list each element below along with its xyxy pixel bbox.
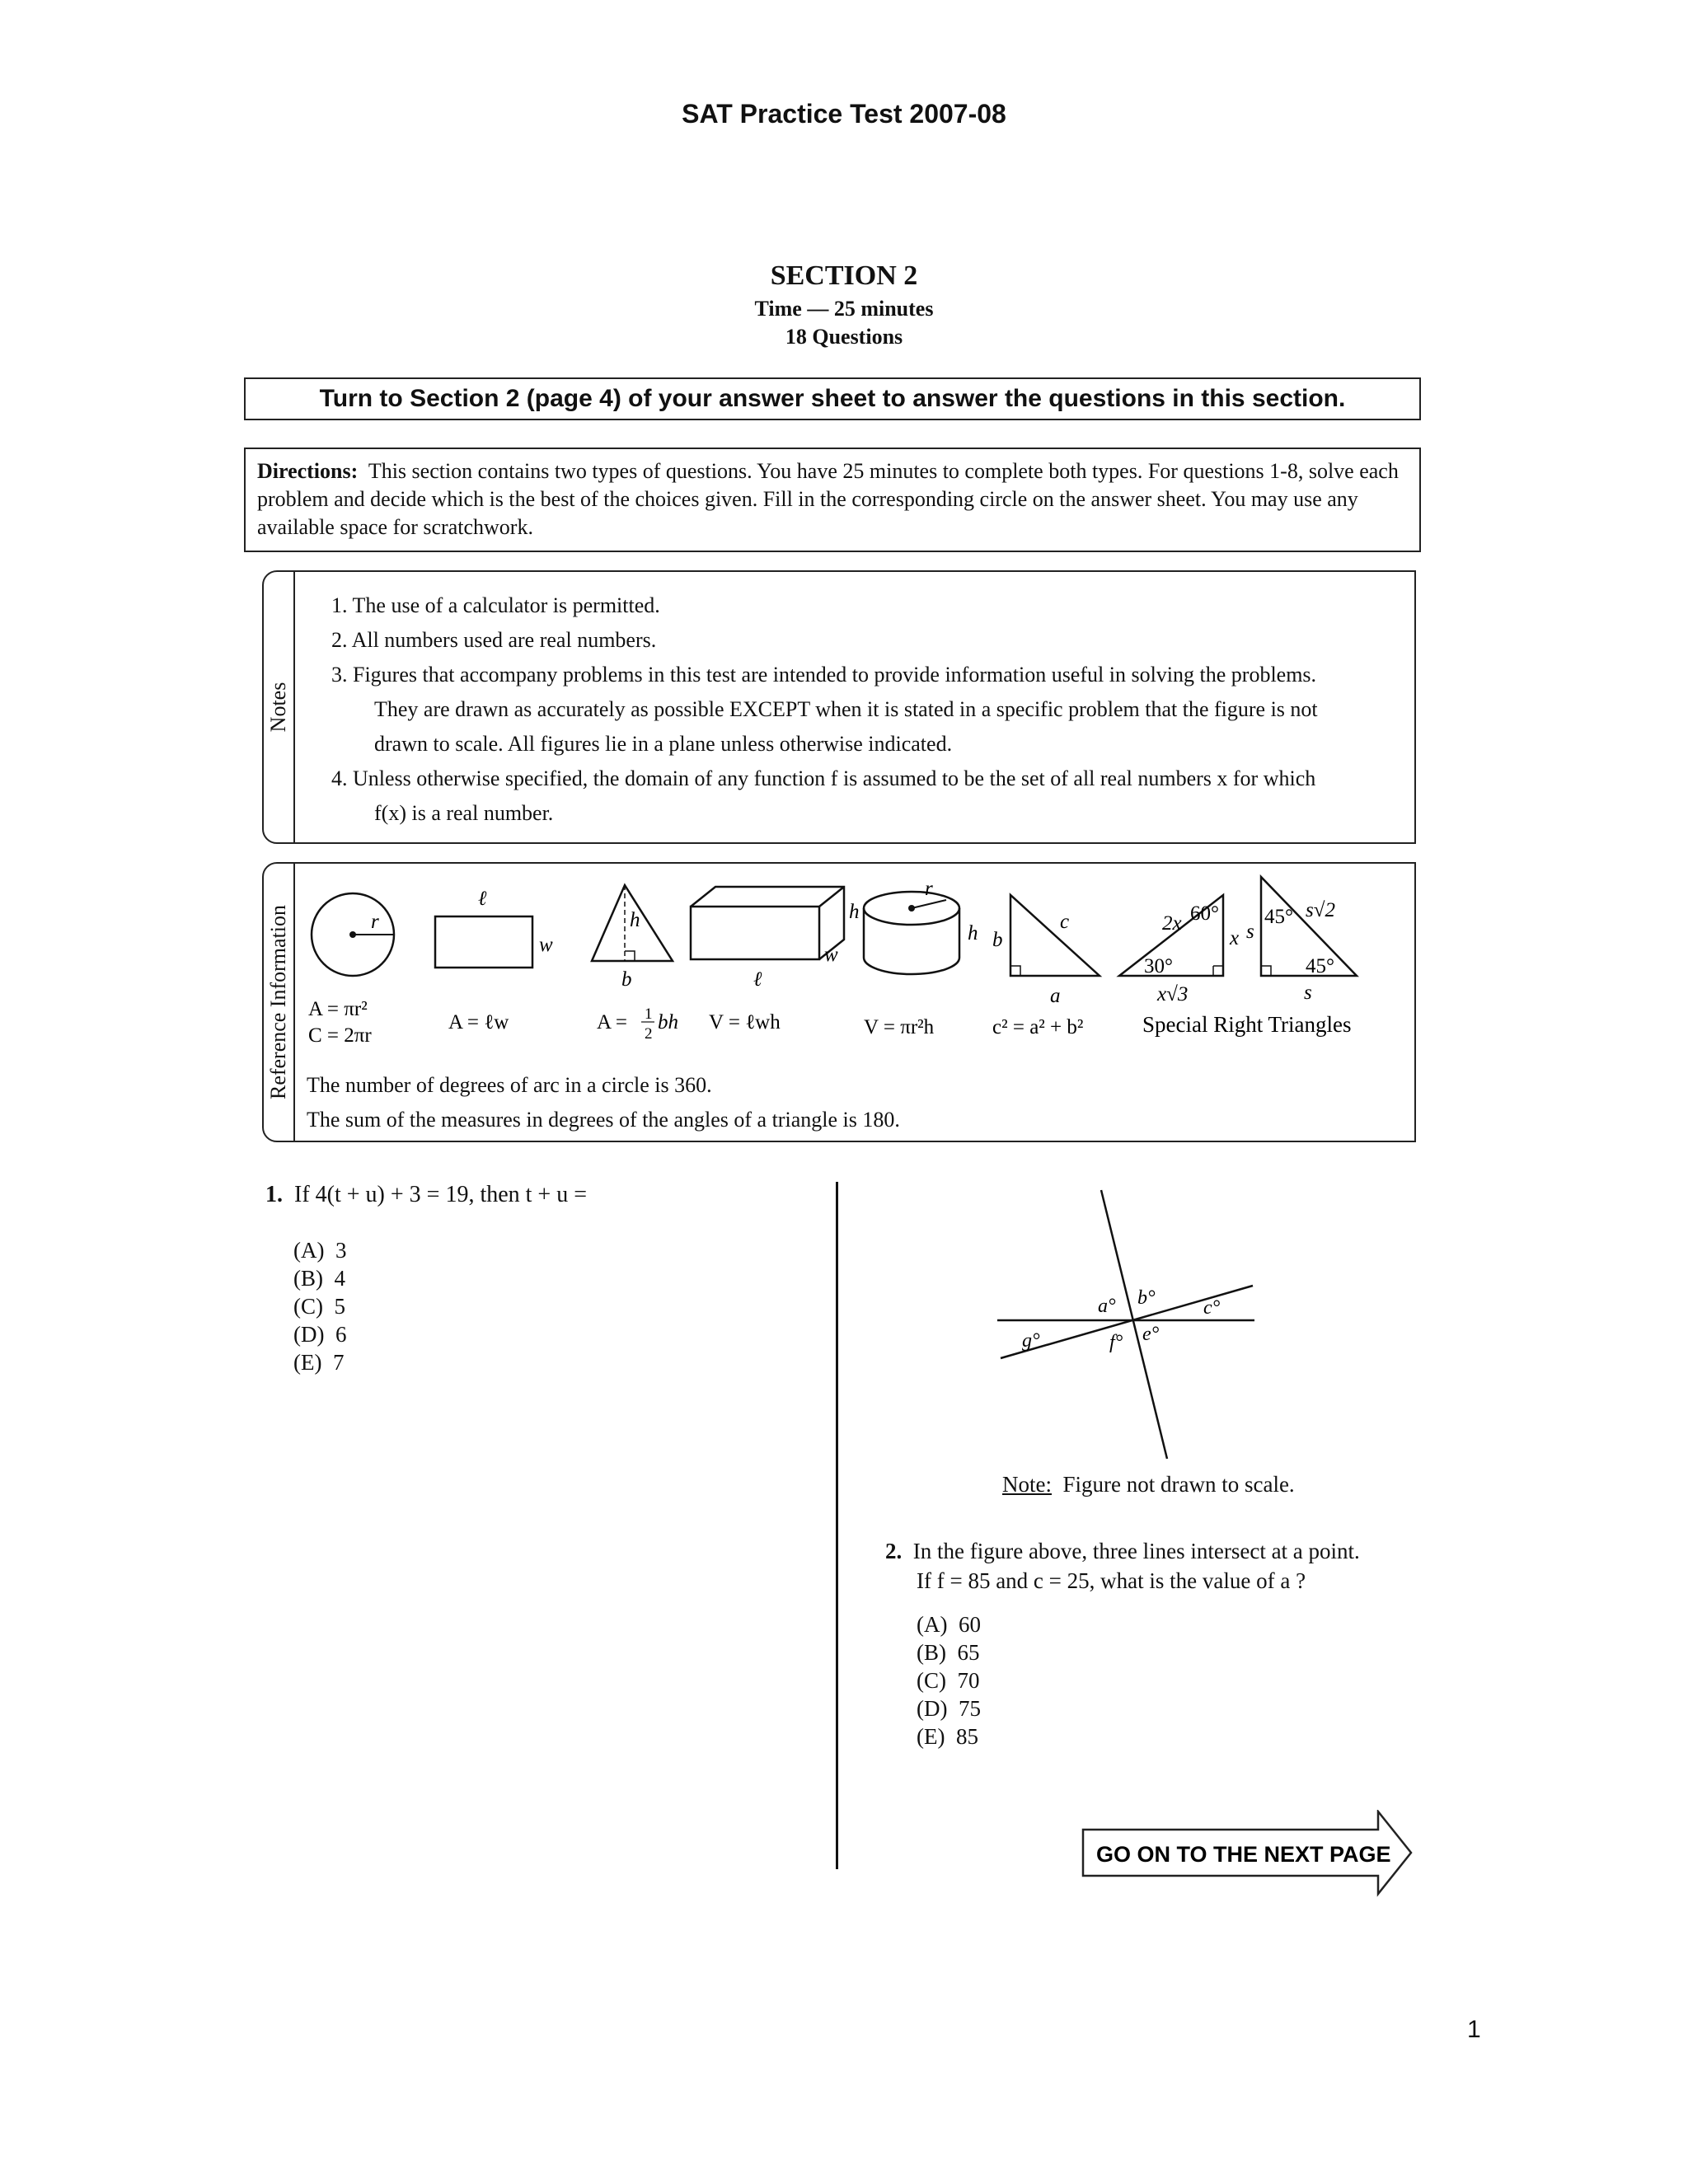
- question-number: 2.: [885, 1539, 903, 1563]
- box-figure: [691, 887, 860, 1033]
- intersecting-lines-figure: [989, 1182, 1269, 1462]
- angle-a-label: a°: [1098, 1296, 1116, 1317]
- triangle-formula-den: 2: [645, 1025, 653, 1043]
- answer-choice[interactable]: (C) 5: [293, 1294, 345, 1319]
- answer-choice[interactable]: (B) 65: [917, 1640, 980, 1665]
- special-t1-side: x: [1230, 927, 1240, 949]
- right-triangle-figure: [992, 895, 1100, 1038]
- note-item: 1. The use of a calculator is permitted.: [331, 593, 660, 617]
- triangle-base-label: b: [621, 968, 632, 991]
- notes-label: Notes: [266, 682, 290, 733]
- triangle-formula-num: 1: [645, 1005, 653, 1023]
- reference-side-strip: [264, 864, 295, 1141]
- note-text: Figure not drawn to scale.: [1062, 1472, 1295, 1497]
- answer-sheet-instruction: Turn to Section 2 (page 4) of your answer sheet to answer the questions in this section.: [244, 377, 1421, 420]
- page-header: SAT Practice Test 2007-08: [682, 99, 1006, 129]
- box-width-label: w: [824, 944, 838, 966]
- circle-figure: [308, 893, 394, 1047]
- right-triangle-b-label: b: [992, 929, 1003, 951]
- cylinder-volume-formula: V = πr²h: [864, 1016, 935, 1038]
- figure-note: [1002, 1472, 1295, 1497]
- triangle-formula-prefix: A =: [597, 1011, 628, 1033]
- right-triangle-a-label: a: [1050, 985, 1061, 1007]
- go-on-next-page-text: GO ON TO THE NEXT PAGE: [1096, 1842, 1391, 1867]
- triangle-formula-suffix: bh: [658, 1011, 678, 1033]
- special-t2-top-angle: 45°: [1264, 906, 1293, 928]
- rectangle-figure: [435, 888, 553, 1033]
- note-label: Note:: [1002, 1472, 1052, 1497]
- angle-c-label: c°: [1203, 1297, 1221, 1319]
- pythagorean-formula: c² = a² + b²: [992, 1016, 1084, 1038]
- special-triangle-45-45-90: [1142, 877, 1357, 1037]
- fact-triangle-angles: The sum of the measures in degrees of the angles of a triangle is 180.: [307, 1108, 900, 1132]
- special-triangles-caption: Special Right Triangles: [1142, 1012, 1352, 1037]
- question-text: If 4(t + u) + 3 = 19, then t + u =: [294, 1182, 588, 1207]
- special-t1-top-angle: 60°: [1190, 902, 1219, 925]
- answer-choice[interactable]: (D) 75: [917, 1696, 981, 1721]
- box-volume-formula: V = ℓwh: [709, 1011, 781, 1033]
- right-triangle-c-label: c: [1060, 911, 1070, 933]
- angle-g-label: g°: [1022, 1330, 1040, 1352]
- reference-label: Reference Information: [266, 904, 290, 1100]
- special-t2-side: s: [1246, 921, 1254, 943]
- reference-figures: [295, 864, 1416, 1070]
- note-item: drawn to scale. All figures lie in a plane unless otherwise indicated.: [374, 732, 953, 756]
- page-number: 1: [1467, 2016, 1481, 2043]
- rectangle-width-label: w: [539, 934, 553, 956]
- section-title: SECTION 2: [770, 260, 918, 291]
- go-on-next-page-arrow: [1081, 1810, 1414, 1897]
- answer-choice[interactable]: (D) 6: [293, 1322, 347, 1347]
- special-t2-bottom-angle: 45°: [1306, 955, 1334, 977]
- section-time: Time — 25 minutes: [754, 297, 934, 321]
- notes-list: [331, 588, 1381, 831]
- question-2-choices: [917, 1610, 981, 1750]
- special-triangle-30-60-90: [1119, 895, 1239, 1005]
- question-1: [265, 1182, 587, 1208]
- fact-arc-degrees: The number of degrees of arc in a circle is 360.: [307, 1073, 712, 1097]
- rectangle-length-label: ℓ: [478, 888, 487, 910]
- note-item: 3. Figures that accompany problems in this test are intended to provide information useful in solving the problems.: [331, 663, 1317, 687]
- answer-choice[interactable]: (B) 4: [293, 1266, 345, 1291]
- cylinder-radius-label: r: [925, 878, 933, 900]
- notes-box: [262, 570, 1416, 844]
- answer-choice[interactable]: (A) 3: [293, 1238, 347, 1263]
- notes-side-strip: [264, 572, 295, 842]
- column-divider: [836, 1182, 838, 1869]
- cylinder-height-label: h: [968, 922, 978, 944]
- answer-choice[interactable]: (C) 70: [917, 1668, 980, 1693]
- angle-b-label: b°: [1137, 1287, 1156, 1309]
- special-t1-base: x√3: [1157, 983, 1189, 1005]
- triangle-height-label: h: [630, 909, 640, 931]
- answer-choice[interactable]: (E) 7: [293, 1350, 345, 1375]
- question-text-line-2: If f = 85 and c = 25, what is the value of a ?: [917, 1568, 1306, 1593]
- box-length-label: ℓ: [753, 968, 762, 991]
- special-t1-hyp: 2x: [1162, 912, 1182, 935]
- rectangle-area-formula: A = ℓw: [448, 1011, 509, 1033]
- special-t1-bottom-angle: 30°: [1144, 955, 1173, 977]
- triangle-figure: [592, 885, 678, 1043]
- question-1-choices: [293, 1236, 346, 1376]
- special-t2-base: s: [1304, 982, 1312, 1004]
- note-item: They are drawn as accurately as possible EXCEPT when it is stated in a specific problem that the figure is not: [374, 697, 1318, 721]
- note-item: 4. Unless otherwise specified, the domain of any function f is assumed to be the set of all real numbers x for which: [331, 766, 1316, 790]
- box-height-label: h: [849, 901, 860, 923]
- angle-e-label: e°: [1142, 1324, 1160, 1345]
- angle-f-label: f°: [1109, 1332, 1123, 1353]
- note-item: 2. All numbers used are real numbers.: [331, 628, 657, 652]
- circle-area-formula: A = πr²: [308, 998, 368, 1020]
- answer-choice[interactable]: (A) 60: [917, 1612, 981, 1637]
- reference-facts: [307, 1068, 900, 1137]
- question-text-line-1: In the figure above, three lines intersect at a point.: [912, 1539, 1360, 1563]
- circle-radius-label: r: [371, 911, 379, 933]
- directions-text: This section contains two types of questions. You have 25 minutes to complete both types. For questions 1-8, solve each problem and decide which is the best of the choices given. Fill in the corresponding circle on the answer sheet. You may use any available space for scratchwork.: [257, 459, 1399, 539]
- cylinder-figure: [864, 878, 978, 1038]
- reference-box: [262, 862, 1416, 1142]
- question-number: 1.: [265, 1182, 283, 1207]
- directions-label: Directions:: [257, 459, 359, 483]
- question-2: [885, 1536, 1360, 1596]
- directions-box: [244, 448, 1421, 552]
- special-t2-hyp: s√2: [1306, 899, 1335, 921]
- section-question-count: 18 Questions: [785, 325, 903, 349]
- answer-choice[interactable]: (E) 85: [917, 1724, 978, 1749]
- circle-circumference-formula: C = 2πr: [308, 1024, 372, 1047]
- note-item: f(x) is a real number.: [374, 801, 554, 825]
